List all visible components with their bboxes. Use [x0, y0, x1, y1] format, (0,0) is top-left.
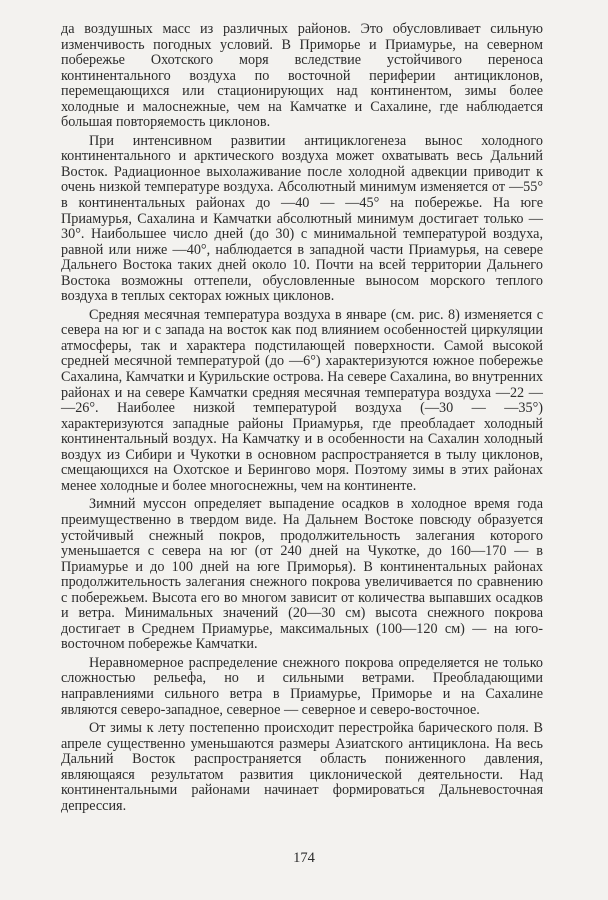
- paragraph-winter-monsoon-snow: Зимний муссон определяет выпадение осадков в холодное время года преимущественно в твердом виде. На Дальнем Востоке повсюду образуется устойчивый снежный покров, продолжительность залегания которого уменьшается с севера на юг (от 240 дней на Чукотке, до 160—170 — в Приамурье и до 100 дней на юге Приморья). В континентальных районах продолжительность залегания снежного покрова увеличивается по сравнению с побережьем. Высота его во многом зависит от количества выпавших осадков и ветра. Минимальных значений (20—30 см) высота снежного покрова достигает в Среднем Приамурье, максимальных (100—120 см) — на юго-восточном побережье Камчатки.: [61, 496, 543, 653]
- document-page: [61, 22, 543, 817]
- paragraph-continuation: да воздушных масс из различных районов. Это обусловливает сильную изменчивость погодных условий. В Приморье и Приамурье, на северном побережье Охотского моря вследствие устойчивого переноса континентального воздуха по восточной периферии антициклонов, перемещающихся или стационирующих над континентом, зимы более холодные и малоснежные, чем на Камчатке и Сахалине, где наблюдается большая повторяемость циклонов.: [61, 21, 543, 131]
- paragraph-winter-to-summer: От зимы к лету постепенно происходит перестройка барического поля. В апреле существенно уменьшаются размеры Азиатского антициклона. На весь Дальний Восток распространяется область пониженного давления, являющаяся результатом развития циклонической деятельности. Над континентальными районами начинает формироваться Дальневосточная депрессия.: [61, 720, 543, 814]
- page-number: 174: [293, 850, 315, 866]
- paragraph-snow-distribution: Неравномерное распределение снежного покрова определяется не только сложностью рельефа, но и сильными ветрами. Преобладающими направлениями сильного ветра в Приамурье, Приморье и на Сахалине являются северо-западное, северное — северное и северо-восточное.: [61, 654, 543, 718]
- paragraph-anticyclogenesis: При интенсивном развитии антициклогенеза вынос холодного континентального и арктического воздуха может охватывать весь Дальний Восток. Радиационное выхолаживание после холодной адвекции приводит к очень низкой температуре воздуха. Абсолютный минимум изменяется от —55° в континентальных районах до —40 — —45° на побережье. На юге Приамурья, Сахалина и Камчатки абсолютный минимум достигает только —30°. Наибольшее число дней (до 30) с минимальной температурой воздуха, равной или ниже —40°, наблюдается в западной части Приамурья, на севере Дальнего Востока таких дней около 10. Почти на всей территории Дальнего Востока возможны оттепели, обусловленные выносом морского теплого воздуха в теплых секторах южных циклонов.: [61, 132, 543, 305]
- paragraph-january-temperature: Средняя месячная температура воздуха в январе (см. рис. 8) изменяется с севера на юг и с запада на восток как под влиянием особенностей циркуляции атмосферы, так и характера подстилающей поверхности. Самой высокой средней месячной температурой (до —6°) характеризуются южное побережье Сахалина, Камчатки и Курильские острова. На севере Сахалина, во внутренних районах и на севере Камчатки средняя месячная температура воздуха —22 — —26°. Наиболее низкой температурой воздуха (—30 — —35°) характеризуются западные районы Приамурья, где преобладает холодный континентальный воздух. На Камчатку и в особенности на Сахалин холодный воздух из Сибири и Чукотки в основном распространяется в тылу циклонов, смещающихся на Охотское и Берингово моря. Поэтому зимы в этих районах менее холодные и более многоснежны, чем на континенте.: [61, 306, 544, 494]
